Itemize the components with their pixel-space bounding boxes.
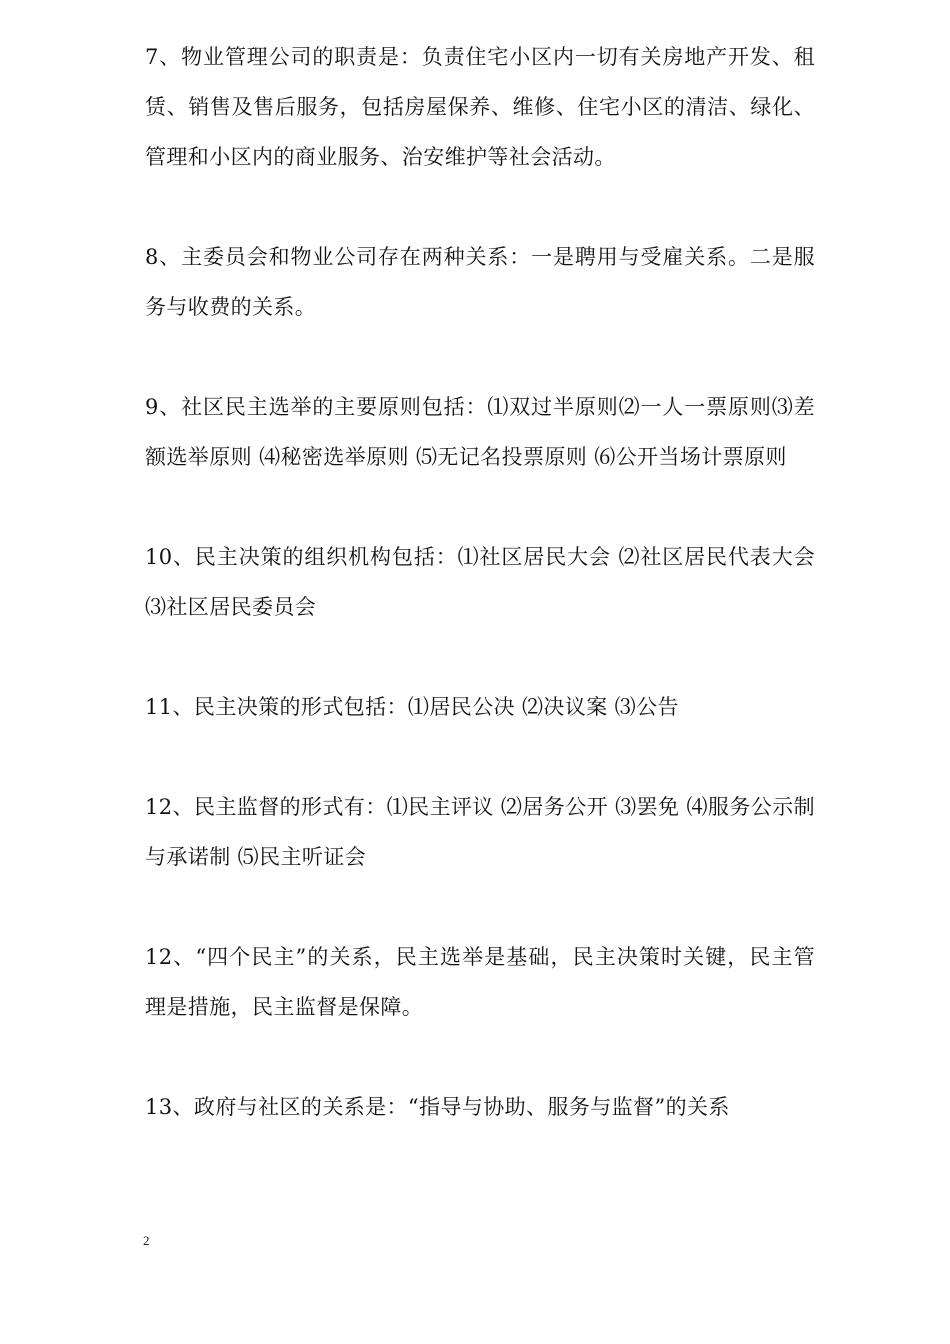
paragraph-10: 10、民主决策的组织机构包括：⑴社区居民大会 ⑵社区居民代表大会 ⑶社区居民委员会 — [145, 545, 815, 619]
paragraph-11: 11、民主决策的形式包括：⑴居民公决 ⑵决议案 ⑶公告 — [145, 695, 679, 719]
paragraph-13: 13、政府与社区的关系是：“指导与协助、服务与监督”的关系 — [145, 1095, 730, 1119]
page-number: 2 — [143, 1233, 150, 1248]
paragraph-12b: 12、“四个民主”的关系，民主选举是基础，民主决策时关键，民主管理是措施，民主监督是保障。 — [145, 945, 815, 1019]
paragraph-9: 9、社区民主选举的主要原则包括：⑴双过半原则⑵一人一票原则⑶差额选举原则 ⑷秘密选举原则 ⑸无记名投票原则 ⑹公开当场计票原则 — [145, 395, 815, 469]
document-body — [145, 32, 815, 1182]
paragraph-8: 8、主委员会和物业公司存在两种关系：一是聘用与受雇关系。二是服务与收费的关系。 — [145, 245, 815, 319]
paragraph-7: 7、物业管理公司的职责是：负责住宅小区内一切有关房地产开发、租赁、销售及售后服务，包括房屋保养、维修、住宅小区的清洁、绿化、管理和小区内的商业服务、治安维护等社会活动。 — [145, 45, 815, 169]
paragraph-12a: 12、民主监督的形式有：⑴民主评议 ⑵居务公开 ⑶罢免 ⑷服务公示制与承诺制 ⑸民主听证会 — [145, 795, 815, 869]
